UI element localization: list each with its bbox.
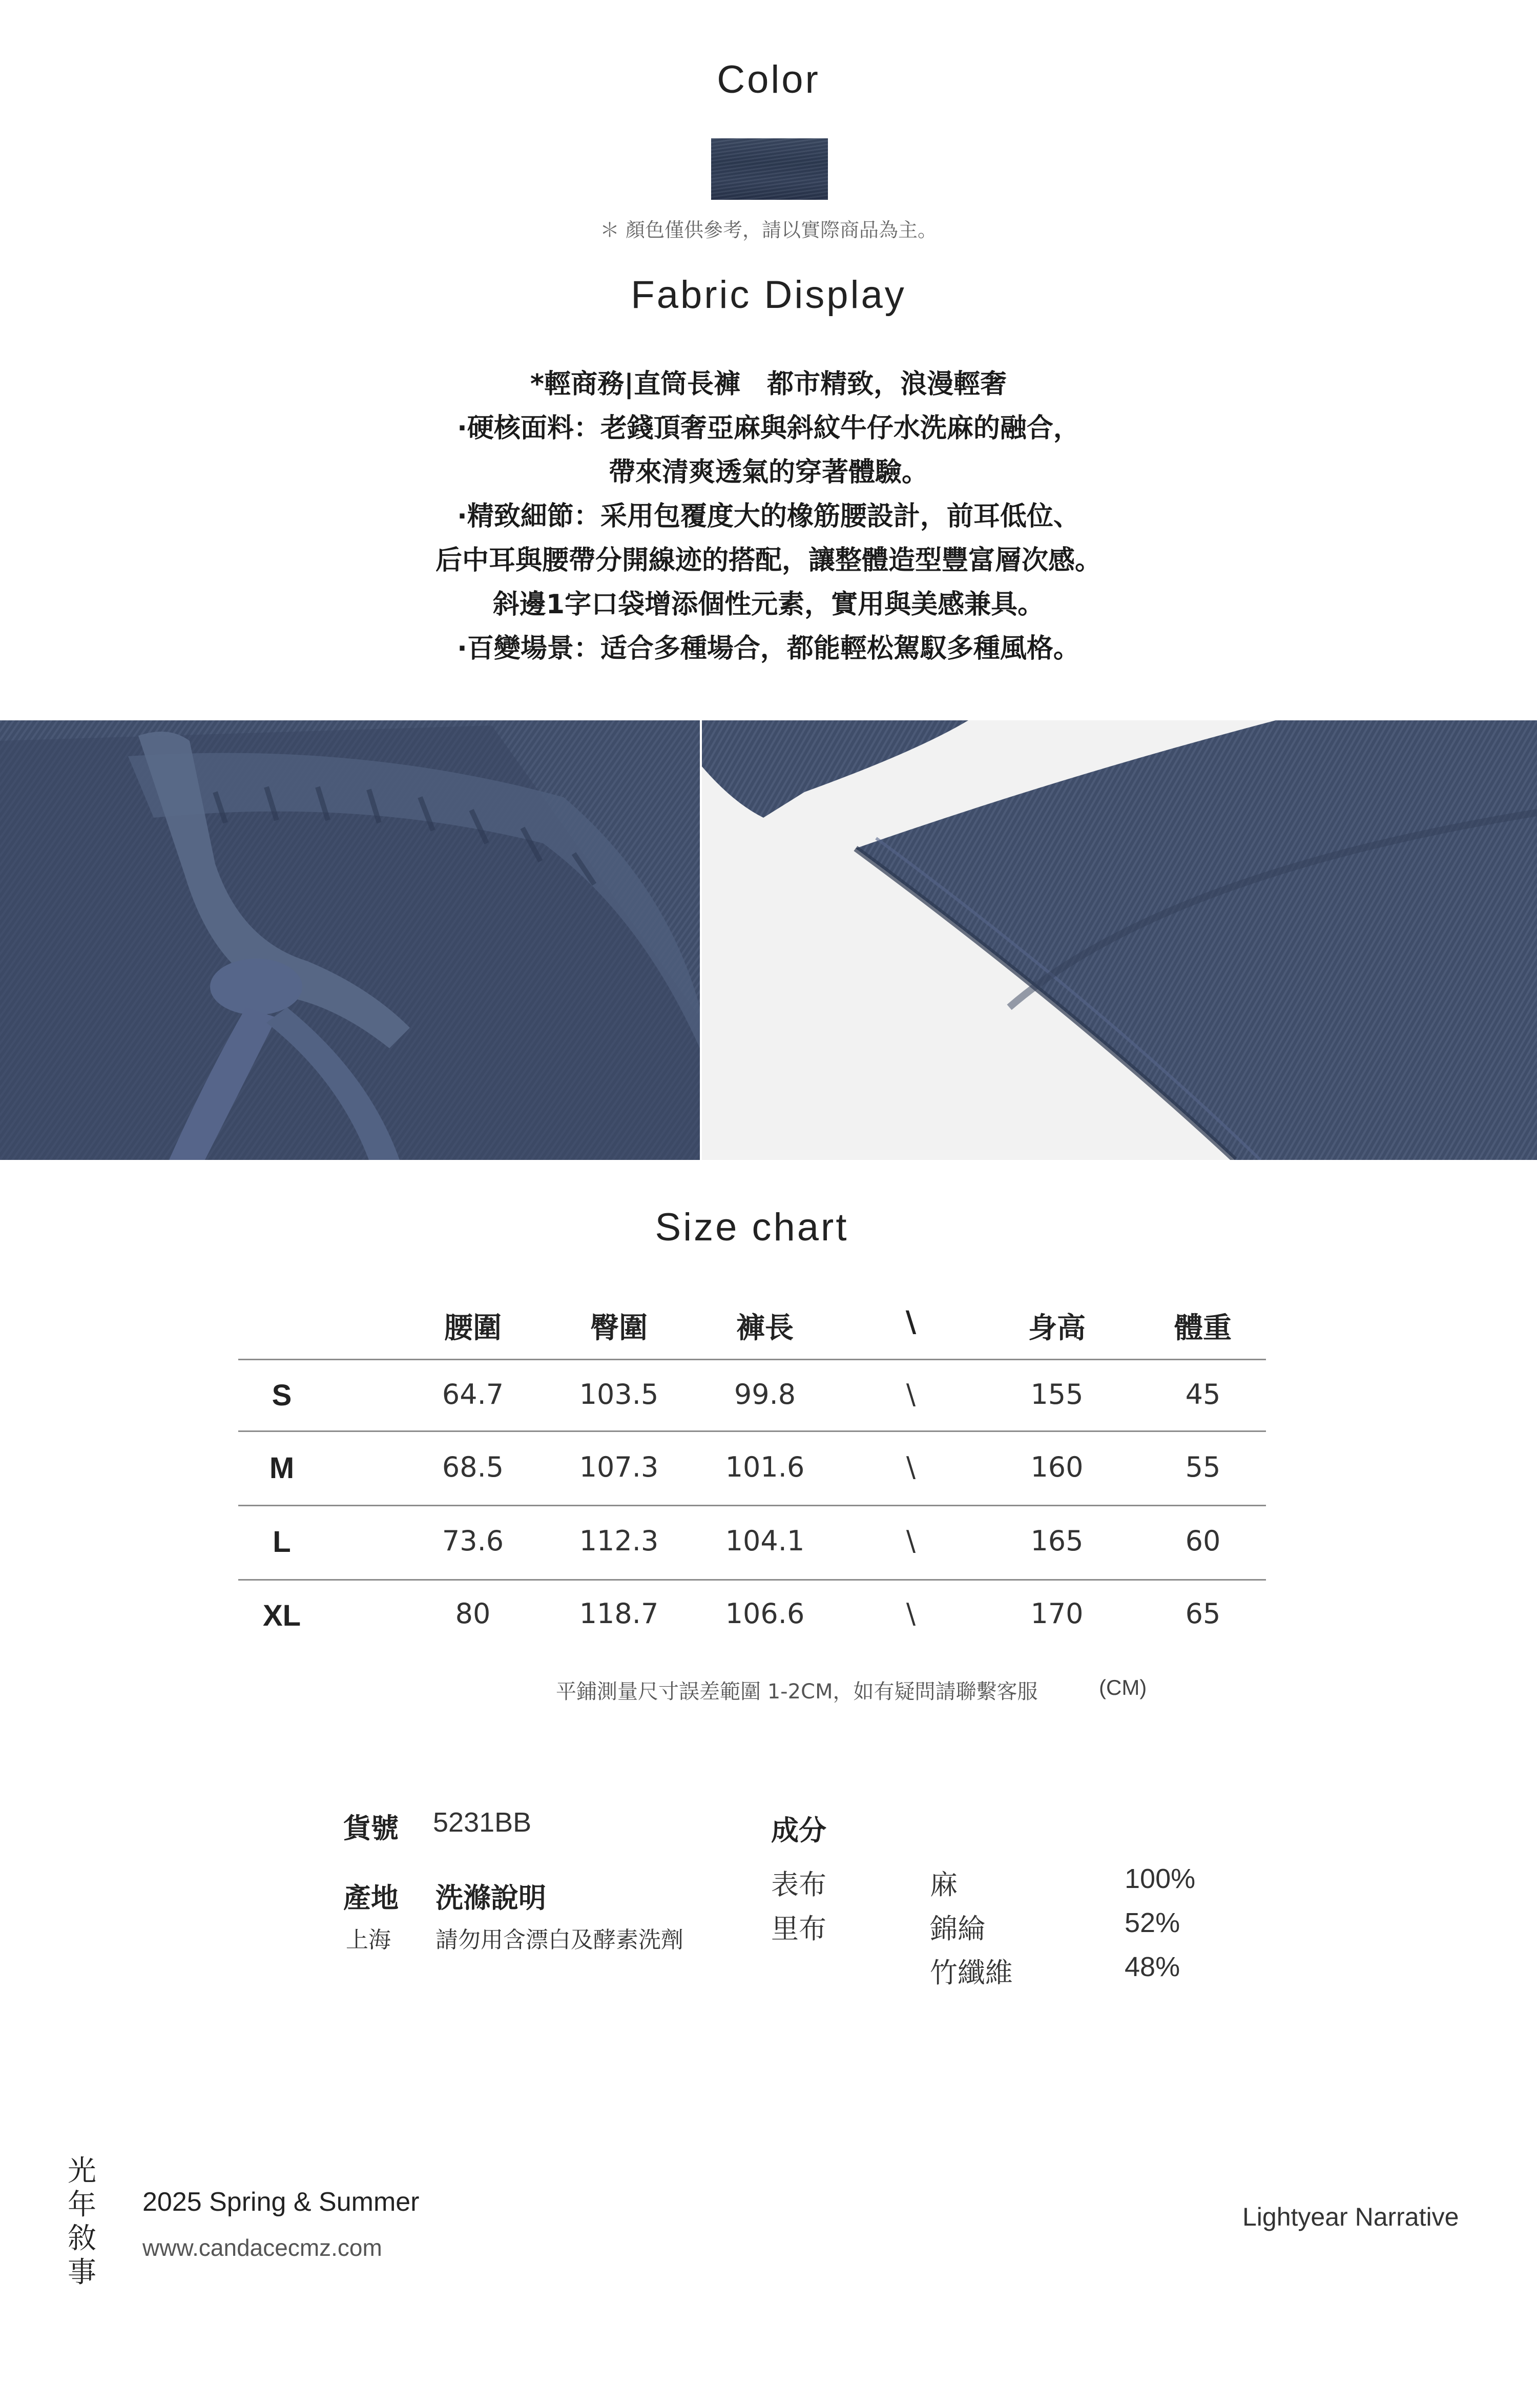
brand-vertical: [61, 2154, 102, 2290]
item-no-label: 貨號: [343, 1812, 399, 1844]
header-height: 身高: [1028, 1312, 1086, 1345]
header-separator: \: [905, 1305, 917, 1339]
size-label-xl: XL: [262, 1599, 301, 1632]
color-title: Color: [717, 58, 820, 101]
size-chart-note: 平鋪測量尺寸誤差範圍 1-2CM，如有疑問請聯繫客服: [556, 1680, 1038, 1704]
season-text: 2025 Spring & Summer: [142, 2187, 420, 2217]
table-cell: 45: [1185, 1378, 1221, 1410]
composition-percent: 100%: [1125, 1863, 1196, 1894]
composition-material: 錦綸: [930, 1913, 985, 1945]
fabric-title: Fabric Display: [631, 273, 906, 317]
table-cell: 101.6: [725, 1451, 805, 1483]
fabric-desc-line: 斜邊1字口袋增添個性元素，實用與美感兼具。: [492, 589, 1045, 620]
composition-part: 里布: [771, 1913, 826, 1945]
table-cell: 99.8: [734, 1378, 796, 1410]
brand-english: Lightyear Narrative: [1242, 2203, 1459, 2231]
size-label-s: S: [272, 1379, 292, 1412]
table-cell: 160: [1030, 1451, 1084, 1483]
size-label-l: L: [273, 1525, 291, 1559]
care-value: 請勿用含漂白及酵素洗劑: [435, 1927, 683, 1953]
item-no-value: 5231BB: [433, 1807, 532, 1838]
table-cell: 64.7: [442, 1378, 504, 1410]
waistband-photo: [0, 720, 700, 1160]
color-swatch[interactable]: [711, 138, 828, 200]
table-cell: 118.7: [579, 1597, 659, 1630]
table-rule: [238, 1430, 1266, 1432]
brand-char: 光: [68, 2154, 96, 2188]
fabric-desc-line: 后中耳與腰帶分開線迹的搭配，讓整體造型豐富層次感。: [435, 545, 1102, 576]
table-cell: \: [906, 1378, 916, 1410]
brand-char: 年: [68, 2188, 96, 2222]
table-cell: 55: [1185, 1451, 1221, 1483]
table-cell: 65: [1185, 1597, 1221, 1630]
table-cell: \: [906, 1525, 916, 1557]
table-rule: [238, 1359, 1266, 1360]
table-rule: [238, 1579, 1266, 1581]
table-cell: 103.5: [579, 1378, 659, 1410]
brand-char: 事: [68, 2256, 96, 2289]
table-cell: 155: [1030, 1378, 1084, 1410]
fabric-desc-line: 帶來清爽透氣的穿著體驗。: [608, 457, 928, 488]
composition-percent: 52%: [1125, 1907, 1180, 1938]
table-cell: 60: [1185, 1525, 1221, 1557]
composition-part: 表布: [771, 1869, 826, 1901]
waistband-illustration: [0, 720, 700, 1160]
table-rule: [238, 1505, 1266, 1506]
table-cell: 68.5: [442, 1451, 504, 1483]
table-cell: 165: [1030, 1525, 1084, 1557]
composition-material: 麻: [930, 1869, 958, 1901]
website-link[interactable]: www.candacecmz.com: [142, 2234, 382, 2261]
table-cell: \: [906, 1451, 916, 1483]
table-cell: 170: [1030, 1597, 1084, 1630]
header-length: 褲長: [736, 1312, 794, 1345]
color-note: ＊ 顏色僅供參考，請以實際商品為主。: [599, 219, 938, 241]
table-cell: 80: [455, 1597, 491, 1630]
table-cell: \: [906, 1597, 916, 1630]
table-cell: 104.1: [725, 1525, 805, 1557]
size-chart-title: Size chart: [655, 1206, 849, 1249]
table-cell: 112.3: [579, 1525, 659, 1557]
hem-photo: [702, 720, 1537, 1160]
fabric-desc-line: ·精致細節：采用包覆度大的橡筋腰設計，前耳低位、: [457, 501, 1080, 532]
hem-illustration: [702, 720, 1537, 1160]
composition-label: 成分: [771, 1814, 826, 1846]
origin-value: 上海: [346, 1927, 391, 1953]
table-cell: 73.6: [442, 1525, 504, 1557]
composition-percent: 48%: [1125, 1952, 1180, 1982]
composition-material: 竹纖維: [930, 1957, 1013, 1989]
fabric-desc-line: ·百變場景：适合多種場合，都能輕松駕馭多種風格。: [457, 633, 1080, 664]
fabric-desc-line: ·硬核面料：老錢頂奢亞麻與斜紋牛仔水洗麻的融合，: [457, 413, 1080, 444]
header-waist: 腰圍: [444, 1312, 502, 1345]
fabric-desc-line: *輕商務|直筒長褲 都市精致，浪漫輕奢: [530, 369, 1007, 400]
size-chart-unit: (CM): [1099, 1675, 1147, 1699]
header-weight: 體重: [1174, 1312, 1232, 1345]
table-cell: 107.3: [579, 1451, 659, 1483]
table-cell: 106.6: [725, 1597, 805, 1630]
size-label-m: M: [269, 1451, 295, 1485]
origin-label: 產地: [343, 1882, 399, 1914]
brand-char: 敘: [68, 2222, 96, 2255]
header-hip: 臀圍: [590, 1312, 648, 1345]
care-label: 洗滌說明: [435, 1882, 546, 1914]
